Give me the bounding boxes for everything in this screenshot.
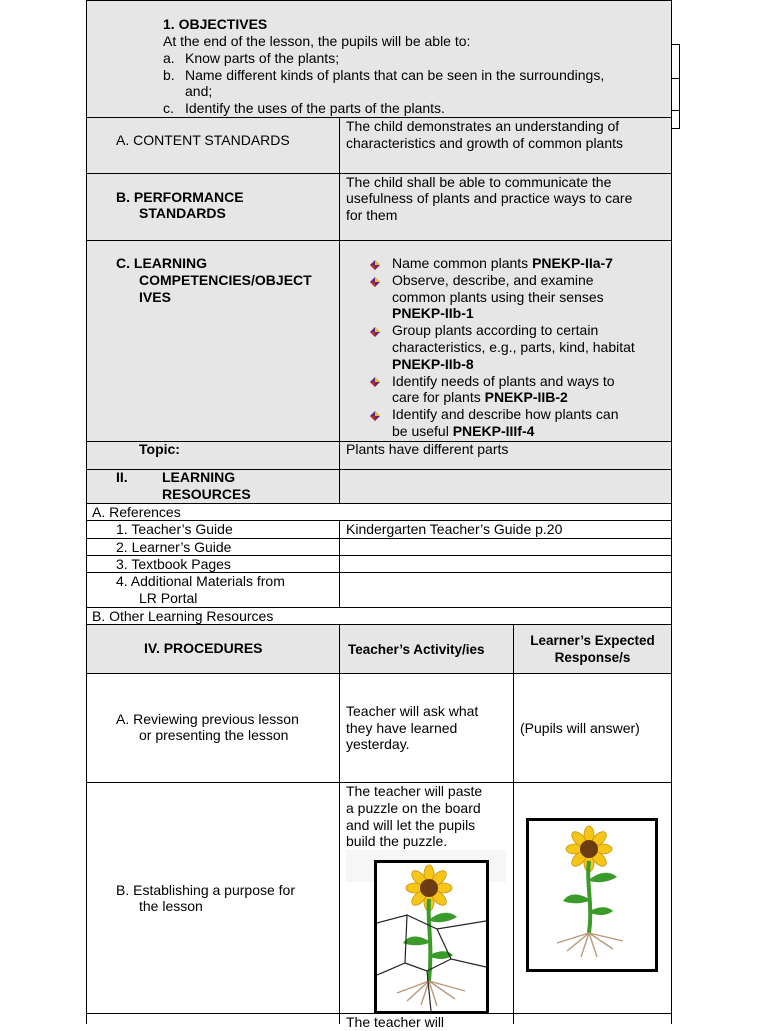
- diamond-bullet-icon: [370, 411, 380, 421]
- objective-b: Name different kinds of plants that can be seen in the surroundings,: [185, 67, 605, 83]
- diamond-bullet-icon: [370, 260, 380, 270]
- content-standards-line2: characteristics and growth of common plants: [346, 135, 624, 151]
- complete-sunflower-image: [526, 818, 658, 972]
- competency-4-l2: care for plants PNEKP-IIB-2: [392, 389, 568, 405]
- resource-row-4-label2: LR Portal: [139, 590, 198, 606]
- resources-numeral: II.: [116, 469, 128, 485]
- competency-3-code: PNEKP-IIb-8: [392, 356, 474, 372]
- diamond-bullet-icon: [370, 377, 380, 387]
- competencies-label1: C. LEARNING: [116, 255, 207, 271]
- resource-row-1-value: Kindergarten Teacher’s Guide p.20: [346, 521, 563, 537]
- objective-c: Identify the uses of the parts of the plants.: [185, 100, 445, 116]
- objective-c-marker: c.: [163, 100, 174, 116]
- resource-row-2-label: 2. Learner’s Guide: [116, 539, 232, 555]
- puzzle-sunflower-image: [374, 860, 489, 1014]
- objectives-heading: 1. OBJECTIVES: [163, 16, 268, 32]
- row-a-label1: A. Reviewing previous lesson: [116, 711, 299, 727]
- other-resources-label: B. Other Learning Resources: [92, 608, 274, 624]
- diamond-bullet-icon: [370, 277, 380, 287]
- sunflower-puzzle-icon: [377, 863, 486, 1011]
- row-b-label1: B. Establishing a purpose for: [116, 882, 295, 898]
- row-a-teacher1: Teacher will ask what: [346, 703, 479, 719]
- objective-b-cont: and;: [185, 83, 213, 99]
- competency-2-code: PNEKP-IIb-1: [392, 305, 474, 321]
- competencies-label3: IVES: [139, 289, 171, 305]
- resource-row-4-label: 4. Additional Materials from: [116, 573, 285, 589]
- resource-row-1-label: 1. Teacher’s Guide: [116, 521, 233, 537]
- row-c-teacher-partial: The teacher will: [346, 1014, 445, 1030]
- row-a-label2: or presenting the lesson: [139, 727, 289, 743]
- content-standards-label: A. CONTENT STANDARDS: [116, 132, 290, 148]
- row-b-teacher1: The teacher will paste: [346, 783, 483, 799]
- learner-response-header1: Learner’s Expected: [530, 633, 655, 648]
- references-label: A. References: [92, 504, 181, 520]
- resources-label2: RESOURCES: [162, 486, 251, 502]
- row-b-teacher4: build the puzzle.: [346, 833, 448, 849]
- topic-label: Topic:: [139, 441, 180, 457]
- competency-5-l2: be useful PNEKP-IIIf-4: [392, 423, 535, 439]
- row-a-learner: (Pupils will answer): [520, 720, 640, 736]
- competency-5-l1: Identify and describe how plants can: [392, 406, 619, 422]
- objective-b-marker: b.: [163, 67, 175, 83]
- diamond-bullet-icon: [370, 327, 380, 337]
- objective-a-marker: a.: [163, 50, 175, 66]
- competencies-label2: COMPETENCIES/OBJECT: [139, 272, 312, 288]
- row-b-teacher2: a puzzle on the board: [346, 800, 481, 816]
- performance-line1: The child shall be able to communicate the: [346, 174, 612, 190]
- content-standards-line1: The child demonstrates an understanding of: [346, 118, 620, 134]
- competency-2-l1: Observe, describe, and examine: [392, 272, 594, 288]
- row-b-label2: the lesson: [139, 898, 203, 914]
- resources-label1: LEARNING: [162, 469, 236, 485]
- sunflower-icon: [529, 821, 655, 969]
- topic-value: Plants have different parts: [346, 441, 509, 457]
- procedures-label: IV. PROCEDURES: [144, 640, 263, 656]
- performance-standards-label1: B. PERFORMANCE: [116, 189, 244, 205]
- resource-row-3-label: 3. Textbook Pages: [116, 556, 231, 572]
- row-b-teacher3: and will let the pupils: [346, 817, 476, 833]
- performance-line3: for them: [346, 207, 398, 223]
- performance-standards-label2: STANDARDS: [139, 205, 226, 221]
- competency-2-l2: common plants using their senses: [392, 289, 604, 305]
- competency-3-l1: Group plants according to certain: [392, 322, 599, 338]
- objective-a: Know parts of the plants;: [185, 50, 340, 66]
- competency-4-l1: Identify needs of plants and ways to: [392, 373, 615, 389]
- objectives-intro: At the end of the lesson, the pupils will be able to:: [163, 33, 471, 49]
- row-a-teacher3: yesterday.: [346, 736, 410, 752]
- competency-1: Name common plants PNEKP-IIa-7: [392, 255, 613, 271]
- performance-line2: usefulness of plants and practice ways to care: [346, 190, 633, 206]
- competency-3-l2: characteristics, e.g., parts, kind, habitat: [392, 339, 635, 355]
- learner-response-header2: Response/s: [554, 650, 631, 665]
- teacher-activity-header: Teacher’s Activity/ies: [348, 642, 485, 657]
- row-a-teacher2: they have learned: [346, 720, 458, 736]
